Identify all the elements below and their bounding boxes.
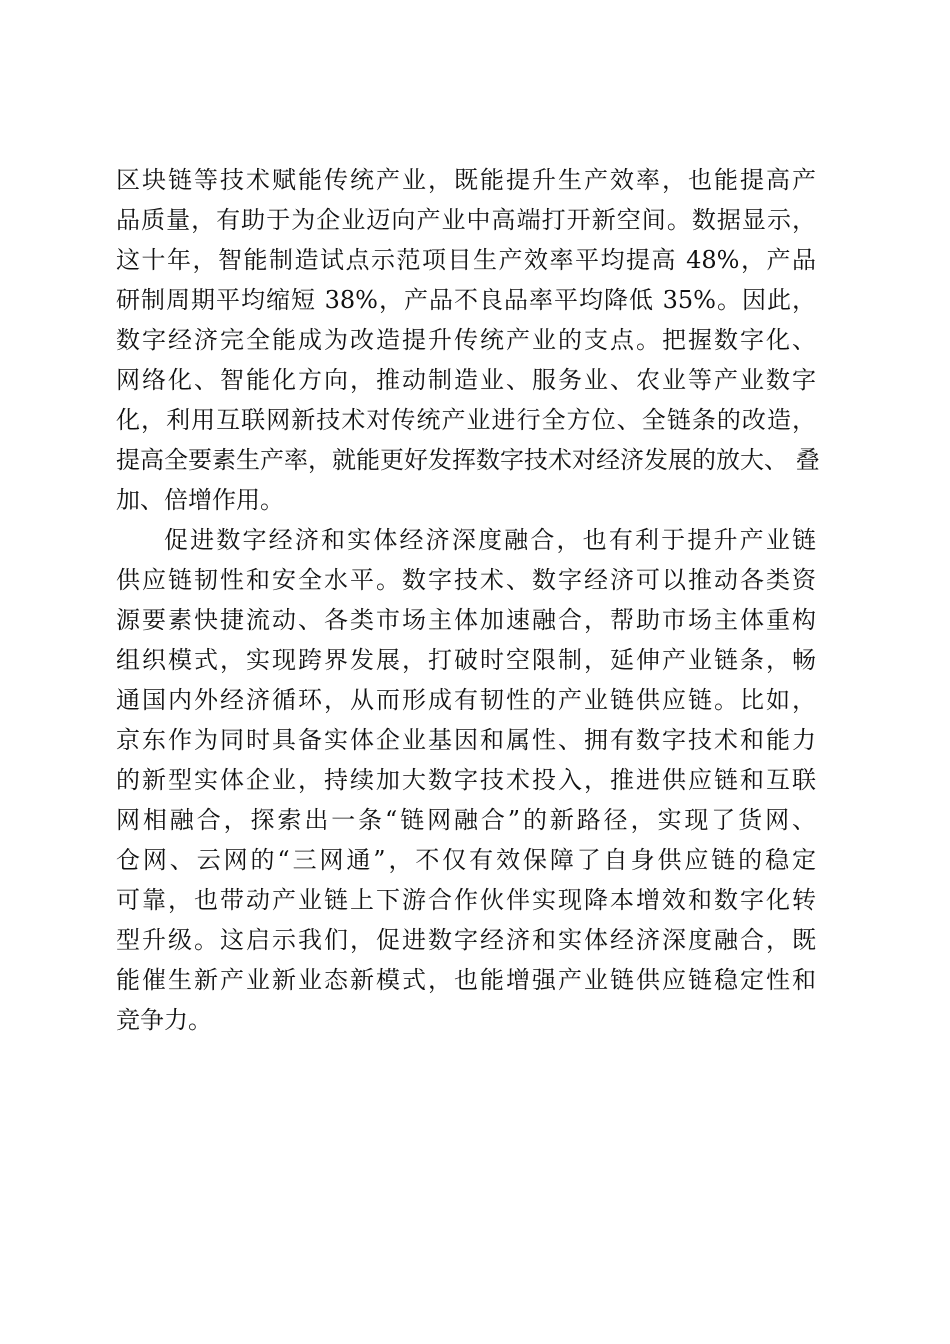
text-line: 这十年，智能制造试点示范项目生产效率平均提高 48%，产品 bbox=[116, 246, 816, 274]
text-line: 品质量，有助于为企业迈向产业中高端打开新空间。数据显示， bbox=[116, 206, 816, 234]
text-line: 网相融合，探索出一条“链网融合”的新路径，实现了货网、 bbox=[116, 806, 816, 834]
text-line: 网络化、智能化方向，推动制造业、服务业、农业等产业数字 bbox=[116, 366, 816, 394]
text-line: 供应链韧性和安全水平。数字技术、数字经济可以推动各类资 bbox=[116, 566, 816, 594]
text-line: 促进数字经济和实体经济深度融合，也有利于提升产业链 bbox=[164, 526, 816, 554]
paragraph-2 bbox=[116, 520, 816, 1040]
text-line: 提高全要素生产率，就能更好发挥数字技术对经济发展的放大、 叠 bbox=[116, 446, 820, 474]
text-line: 源要素快捷流动、各类市场主体加速融合，帮助市场主体重构 bbox=[116, 606, 816, 634]
text-line: 加、倍增作用。 bbox=[116, 486, 284, 514]
body-text bbox=[116, 160, 820, 1040]
text-line: 的新型实体企业，持续加大数字技术投入，推进供应链和互联 bbox=[116, 766, 816, 794]
text-line: 可靠，也带动产业链上下游合作伙伴实现降本增效和数字化转 bbox=[116, 886, 816, 914]
text-line: 仓网、云网的“三网通”，不仅有效保障了自身供应链的稳定 bbox=[116, 846, 816, 874]
text-line: 数字经济完全能成为改造提升传统产业的支点。把握数字化、 bbox=[116, 326, 816, 354]
text-line: 组织模式，实现跨界发展，打破时空限制，延伸产业链条，畅 bbox=[116, 646, 816, 674]
text-line: 通国内外经济循环，从而形成有韧性的产业链供应链。比如， bbox=[116, 686, 816, 714]
text-line: 化，利用互联网新技术对传统产业进行全方位、全链条的改造， bbox=[116, 406, 816, 434]
paragraph-1 bbox=[116, 160, 820, 520]
text-line: 能催生新产业新业态新模式，也能增强产业链供应链稳定性和 bbox=[116, 966, 816, 994]
text-line: 型升级。这启示我们，促进数字经济和实体经济深度融合，既 bbox=[116, 926, 816, 954]
text-line: 竞争力。 bbox=[116, 1006, 212, 1034]
text-line: 研制周期平均缩短 38%，产品不良品率平均降低 35%。因此， bbox=[116, 286, 816, 314]
text-line: 京东作为同时具备实体企业基因和属性、拥有数字技术和能力 bbox=[116, 726, 816, 754]
text-line: 区块链等技术赋能传统产业，既能提升生产效率，也能提高产 bbox=[116, 166, 816, 194]
